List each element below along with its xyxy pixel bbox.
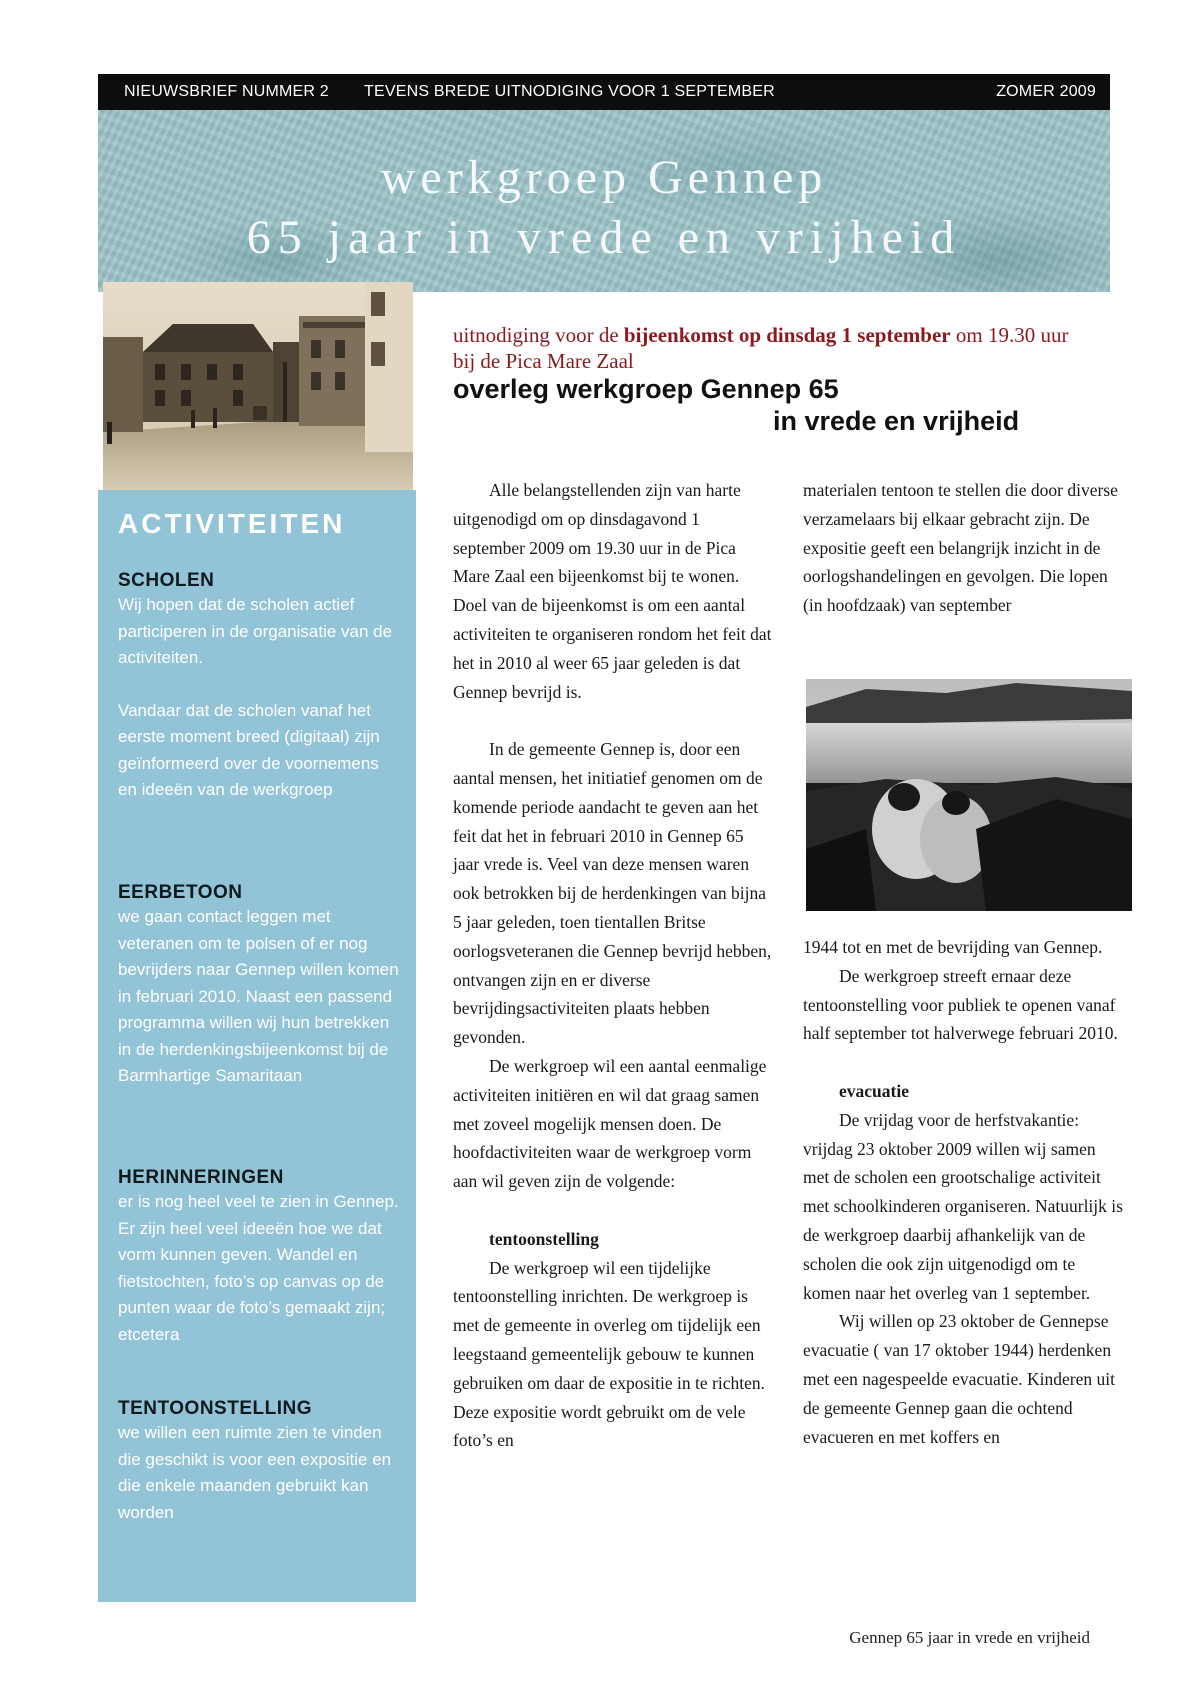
eerbetoon-text: we gaan contact leggen met veteranen om te polsen of er nog bevrijders naar Gennep willen komen in februari 2010. Naast een passend programma willen wij hun betrekken in de herdenkingsbijeenkomst bij de Barmhartige Samaritaan xyxy=(118,907,399,1085)
war-photo-graphic xyxy=(806,679,1132,911)
scholen-text-2: Vandaar dat de scholen vanaf het eerste moment breed (digitaal) zijn geïnformeerd over de voornemens en ideeën van de werkgroep xyxy=(118,700,380,799)
article-column-2-top xyxy=(803,476,1123,620)
section-tentoonstelling xyxy=(118,1398,400,1526)
article-paragraph: Wij willen op 23 oktober de Gennepse evacuatie ( van 17 oktober 1944) herdenken met een nagespeelde evacuatie. Kinderen uit de gemeente Gennep gaan die ochtend evacueren en met koffers en xyxy=(803,1311,1115,1447)
headline-line-2: in vrede en vrijheid xyxy=(773,406,1020,436)
herinneringen-text: er is nog heel veel te zien in Gennep. Er zijn heel veel ideeën hoe we dat vorm kunnen geven. Wandel en fietstochten, foto’s op canvas op de punten waar de foto’s gemaakt zijn; etcetera xyxy=(118,1192,399,1344)
section-title-herinneringen: HERINNERINGEN xyxy=(118,1167,284,1188)
activities-sidebar xyxy=(98,490,416,1602)
scholen-text-1: Wij hopen dat de scholen actief participeren in de organisatie van de activiteiten. xyxy=(118,595,393,667)
invitation-pre: uitnodiging voor de xyxy=(453,323,624,347)
war-photo xyxy=(806,679,1132,911)
headline-line-1: overleg werkgroep Gennep 65 xyxy=(453,374,839,404)
page-footer: Gennep 65 jaar in vrede en vrijheid xyxy=(849,1628,1090,1647)
masthead-title: werkgroep Gennep xyxy=(380,151,828,204)
article-paragraph: 1944 tot en met de bevrijding van Gennep. xyxy=(803,937,1103,957)
invitation-post: om 19.30 uur bij de Pica Mare Zaal xyxy=(453,323,1069,373)
article-paragraph: In de gemeente Gennep is, door een aantal mensen, het initiatief genomen om de komende periode aandacht te geven aan het feit dat het in februari 2010 in Gennep 65 jaar vrede is. Veel van deze mensen waren ook betrokken bij de herdenkingen van bijna 5 jaar geleden, toen tientallen Britse oorlogsveteranen die Gennep bevrijd hebben, ontvangen zijn en er diverse bevrijdingsactiviteiten plaats hebben gevonden. xyxy=(453,739,772,1048)
invitation-meeting: bijeenkomst op dinsdag 1 september xyxy=(623,323,951,347)
article-paragraph: De werkgroep streeft ernaar deze tentoonstelling voor publiek te openen vanaf half september tot halverwege februari 2010. xyxy=(803,965,1118,1044)
section-herinneringen xyxy=(118,1167,400,1348)
article-paragraph: materialen tentoon te stellen die door diverse verzamelaars bij elkaar gebracht zijn. De expositie geeft een belangrijk inzicht in de oorlogshandelingen en gevolgen. Die lopen (in hoofdzaak) van september xyxy=(803,480,1118,616)
historic-town-photo-graphic xyxy=(103,282,413,490)
section-title-scholen: SCHOLEN xyxy=(118,570,215,591)
tentoonstelling-text: we willen een ruimte zien te vinden die geschikt is voor een expositie en die enkele maanden gebruikt kan worden xyxy=(118,1423,392,1522)
issue-season: ZOMER 2009 xyxy=(996,83,1096,100)
article-paragraph: De werkgroep wil een tijdelijke tentoonstelling inrichten. De werkgroep is met de gemeente in overleg om tijdelijk een leegstaand gemeentelijk gebouw te kunnen gebruiken om daar de expositie in te richten. Deze expositie wordt gebruikt om de vele foto’s en xyxy=(453,1257,765,1451)
subheading-tentoonstelling: tentoonstelling xyxy=(489,1228,599,1249)
top-banner-bar xyxy=(98,74,1110,110)
sidebar-title: ACTIVITEITEN xyxy=(118,508,346,539)
article-paragraph: De werkgroep wil een aantal eenmalige activiteiten initiëren en wil dat graag samen met zoveel mogelijk mensen doen. De hoofdactiviteiten waar de werkgroep vorm aan wil geven zijn de volgende: xyxy=(453,1055,767,1192)
historic-town-photo xyxy=(103,282,413,490)
masthead-subtitle: 65 jaar in vrede en vrijheid xyxy=(246,211,962,264)
article-paragraph: De vrijdag voor de herfstvakantie: vrijdag 23 oktober 2009 willen wij samen met de scholen een grootschalige activiteit met schoolkinderen organiseren. Natuurlijk is de werkgroep daarbij afhankelijk van de scholen die ook zijn uitgenodigd om te komen naar het overleg van 1 september. xyxy=(803,1109,1123,1303)
section-title-eerbetoon: EERBETOON xyxy=(118,882,243,903)
subheading-evacuatie: evacuatie xyxy=(839,1080,909,1101)
newsletter-number: NIEUWSBRIEF NUMMER 2 xyxy=(124,83,329,100)
section-title-tentoonstelling: TENTOONSTELLING xyxy=(118,1398,312,1419)
article-column-1 xyxy=(453,476,773,1455)
masthead-banner xyxy=(98,110,1110,292)
section-eerbetoon xyxy=(118,882,400,1090)
article-column-2-bottom xyxy=(803,933,1123,1451)
article-paragraph: Alle belangstellenden zijn van harte uitgenodigd om op dinsdagavond 1 september 2009 om 19.30 uur in de Pica Mare Zaal een bijeenkomst bij te wonen. Doel van de bijeenkomst is om een aantal activiteiten te organiseren rondom het feit dat het in 2010 al weer 65 jaar geleden is dat Gennep bevrijd is. xyxy=(453,480,772,702)
section-scholen xyxy=(118,570,400,804)
invitation-line xyxy=(453,322,1093,374)
invitation-note: TEVENS BREDE UITNODIGING VOOR 1 SEPTEMBER xyxy=(364,83,775,100)
